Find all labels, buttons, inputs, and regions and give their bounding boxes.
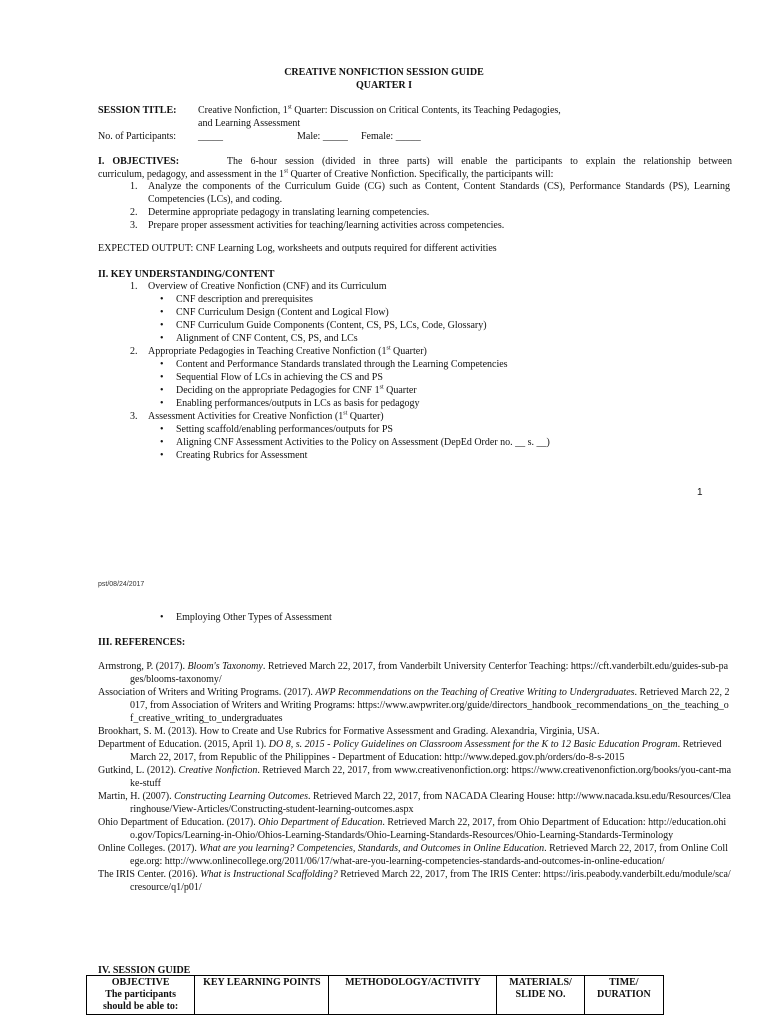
objectives-list [130, 180, 730, 232]
expected-output: EXPECTED OUTPUT: CNF Learning Log, worksheets and outputs required for different activities [98, 243, 497, 254]
list-item: • CNF Curriculum Guide Components (Content, CS, PS, LCs, Code, Glossary) [160, 320, 487, 331]
objectives-heading: I. OBJECTIVES: [98, 156, 180, 167]
list-item: • Content and Performance Standards translated through the Learning Competencies [160, 359, 508, 370]
reference-entry: Brookhart, S. M. (2013). How to Create and Use Rubrics for Formative Assessment and Grading. Alexandria, Virginia, USA. [98, 726, 600, 737]
reference-entry: Ohio Department of Education. (2017). Ohio Department of Education. Retrieved March 22, 2017, from Ohio Department of Education: http://education.ohio.gov/Topics/Learning-in-Ohio/Ohios-Learning-Standards/Ohio-Learning-Standards-Resources/Ohio-Learning-Standards-Terminology [98, 817, 727, 841]
reference-entry: Association of Writers and Writing Programs. (2017). AWP Recommendations on the Teaching of Creative Writing to Undergraduates. Retrieved March 22, 2017, from Association of Writers and Writing Programs: https://www.awpwriter.org/guide/directors_handbook_recommendations_on_the_teaching_of_creative_writing_to_undergraduates [98, 687, 730, 724]
key-understanding-section: 3. Assessment Activities for Creative Nonfiction (1st Quarter) [130, 410, 384, 422]
reference-entry: The IRIS Center. (2016). What is Instructional Scaffolding? Retrieved March 22, 2017, from The IRIS Center: https://iris.peabody.vanderbilt.edu/module/sca/cresource/q1/p01/ [98, 869, 731, 893]
list-item: • Aligning CNF Assessment Activities to the Policy on Assessment (DepEd Order no. __ s. __) [160, 437, 550, 448]
table-header-row [87, 976, 664, 1015]
objectives-intro-line2: curriculum, pedagogy, and assessment in the 1st Quarter of Creative Nonfiction. Specifically, the participants will: [98, 168, 554, 180]
list-item: • Creating Rubrics for Assessment [160, 450, 308, 461]
objectives-intro-line1: The 6-hour session (divided in three parts) will enable the participants to explain the relationship between [226, 156, 732, 167]
list-item: • Enabling performances/outputs in LCs as basis for pedagogy [160, 398, 420, 409]
document-title: CREATIVE NONFICTION SESSION GUIDE [284, 67, 484, 78]
page-number: 1 [697, 487, 703, 498]
list-item: • Employing Other Types of Assessment [160, 612, 332, 623]
references-heading: III. REFERENCES: [98, 637, 186, 648]
session-title-label: SESSION TITLE: [98, 105, 177, 116]
list-item: • Alignment of CNF Content, CS, PS, and LCs [160, 333, 358, 344]
key-understanding-list [130, 280, 730, 462]
table-header-cell: OBJECTIVE The participants should be able to: [87, 976, 195, 1015]
table-header-cell: TIME/ DURATION [584, 976, 663, 1015]
table-header-cell: METHODOLOGY/ACTIVITY [329, 976, 497, 1015]
objective-item: 2. Determine appropriate pedagogy in translating learning competencies. [130, 207, 430, 218]
reference-entry: Armstrong, P. (2017). Bloom's Taxonomy. Retrieved March 22, 2017, from Vanderbilt University Centerfor Teaching: https://cft.vanderbilt.edu/guides-sub-pages/blooms-taxonomy/ [98, 661, 729, 685]
reference-entry: Online Colleges. (2017). What are you learning? Competencies, Standards, and Outcomes in Online Education. Retrieved March 22, 2017, from Online College.org: http://www.onlinecollege.org/2011/06/17/what-are-you-learning-competencies-standards-and-outcomes-in-online-education/ [98, 843, 728, 867]
list-item: • CNF description and prerequisites [160, 294, 313, 305]
reference-entry: Department of Education. (2015, April 1). DO 8, s. 2015 - Policy Guidelines on Classroom Assessment for the K to 12 Basic Education Program. Retrieved March 22, 2017, from Republic of the Philippines - Department of Education: http://www.deped.gov.ph/orders/do-8-s-2015 [98, 739, 722, 763]
list-item: • Setting scaffold/enabling performances/outputs for PS [160, 424, 393, 435]
continued-bullet-list [158, 611, 332, 624]
list-item: • Deciding on the appropriate Pedagogies for CNF 1st Quarter [160, 384, 417, 396]
table-header-cell: KEY LEARNING POINTS [195, 976, 329, 1015]
list-item: • CNF Curriculum Design (Content and Logical Flow) [160, 307, 389, 318]
reference-entry: Gutkind, L. (2012). Creative Nonfiction. Retrieved March 22, 2017, from www.creativenonfiction.org: https://www.creativenonfiction.org/books/you-cant-make-stuff [98, 765, 732, 789]
female-field: Female: _____ [361, 131, 421, 142]
participants-blank: _____ [198, 131, 223, 142]
key-understanding-heading: II. KEY UNDERSTANDING/CONTENT [98, 269, 275, 280]
male-field: Male: _____ [297, 131, 348, 142]
session-title-line2: and Learning Assessment [198, 118, 301, 129]
session-guide-heading: IV. SESSION GUIDE [98, 965, 191, 976]
document-quarter: QUARTER I [355, 80, 413, 91]
objective-item: 1. Analyze the components of the Curriculum Guide (CG) such as Content, Content Standards (CS), Performance Standards (PS), Learning Competencies (LCs), and coding. [130, 181, 730, 205]
key-understanding-section: 1. Overview of Creative Nonfiction (CNF) and its Curriculum [130, 281, 387, 292]
list-item: • Sequential Flow of LCs in achieving the CS and PS [160, 372, 383, 383]
session-title-line1: Creative Nonfiction, 1st Quarter: Discussion on Critical Contents, its Teaching Pedagogies, [198, 104, 561, 116]
objectives-intro [98, 155, 732, 181]
reference-entry: Martin, H. (2007). Constructing Learning Outcomes. Retrieved March 22, 2017, from NACADA Clearing House: http://www.nacada.ksu.edu/Resources/Clearinghouse/View-Articles/Constructing-student-learning-outcomes.aspx [98, 791, 731, 815]
references-list [98, 660, 732, 894]
participants-label: No. of Participants: [98, 131, 177, 142]
key-understanding-section: 2. Appropriate Pedagogies in Teaching Creative Nonfiction (1st Quarter) [130, 345, 427, 357]
table-header-cell: MATERIALS/ SLIDE NO. [497, 976, 584, 1015]
page-footer: pst/08/24/2017 [98, 581, 145, 588]
objective-item: 3. Prepare proper assessment activities for teaching/learning activities across competencies. [130, 220, 505, 231]
session-guide-table [86, 975, 664, 1015]
session-title-text [198, 104, 738, 130]
